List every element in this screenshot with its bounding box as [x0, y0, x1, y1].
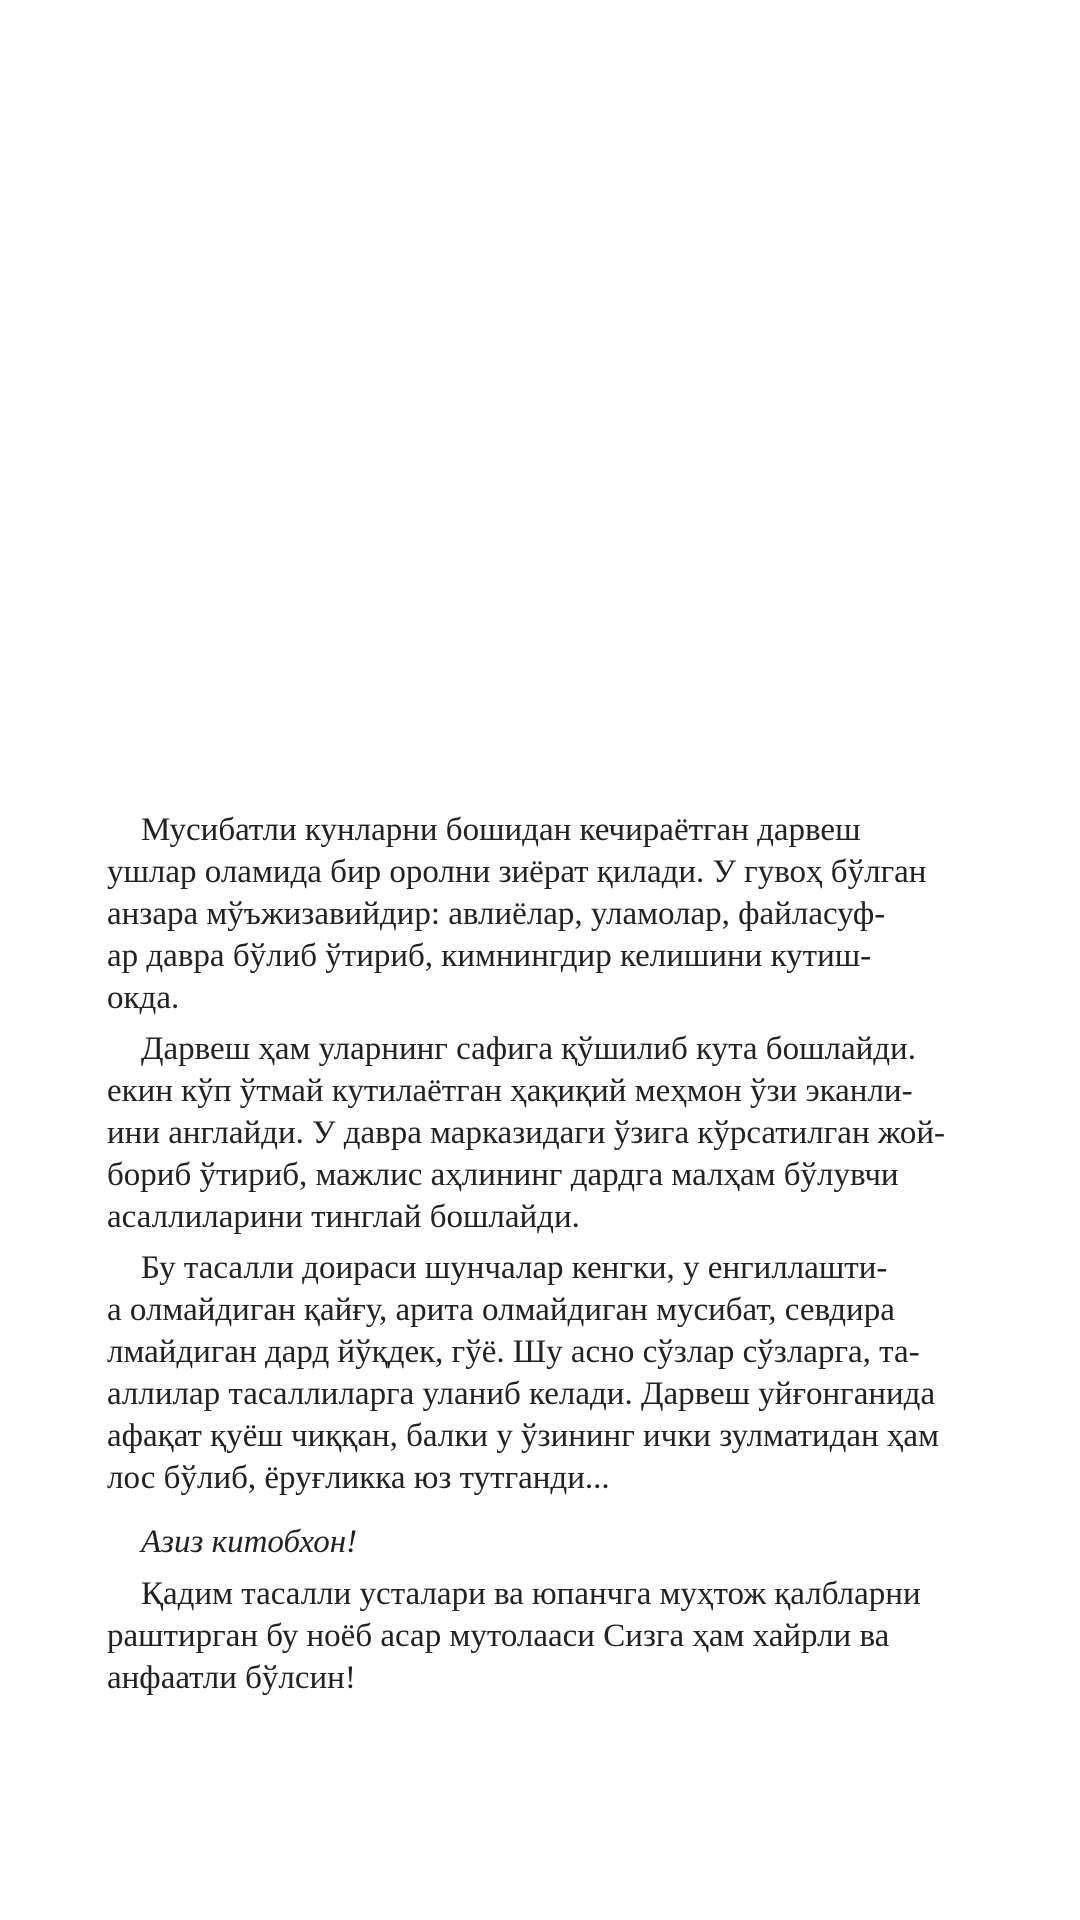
text-line: Қадим тасалли усталари ва юпанчга муҳтож қалбларни — [141, 1576, 921, 1612]
text-line: анфаатли бўлсин! — [107, 1660, 356, 1696]
text-line: Мусибатли кунларни бошидан кечираётган дарвеш — [141, 812, 861, 848]
text-line: бориб ўтириб, мажлис аҳлининг дардга малҳам бўлувчи — [107, 1157, 899, 1193]
text-line: аллилар тасаллиларга уланиб келади. Дарвеш уйғонганида — [107, 1376, 936, 1412]
salutation: Азиз китобхон! — [141, 1524, 358, 1560]
text-line: Бу тасалли доираси шунчалар кенгки, у енгиллашти- — [141, 1250, 888, 1286]
text-line: афақат қуёш чиққан, балки у ўзининг ички зулматидан ҳам — [107, 1418, 939, 1454]
text-line: екин кўп ўтмай кутилаётган ҳақиқий меҳмон ўзи эканли- — [107, 1073, 913, 1109]
text-line: лос бўлиб, ёруғликка юз тутганди... — [107, 1460, 610, 1496]
text-line: окда. — [107, 980, 180, 1016]
text-line: ушлар оламида бир оролни зиёрат қилади. У гувоҳ бўлган — [107, 854, 927, 890]
text-line: лмайдиган дард йўқдек, гўё. Шу асно сўзлар сўзларга, та- — [107, 1334, 920, 1370]
text-line: ини англайди. У давра марказидаги ўзига кўрсатилган жой- — [107, 1115, 945, 1151]
text-line: раштирган бу ноёб асар мутолааси Сизга ҳам хайрли ва — [107, 1618, 890, 1654]
text-line: а олмайдиган қайғу, арита олмайдиган мусибат, севдира — [107, 1292, 895, 1328]
text-line: ар давра бўлиб ўтириб, кимнингдир келишини кутиш- — [107, 938, 872, 974]
text-line: Дарвеш ҳам уларнинг сафига қўшилиб кута бошлайди. — [141, 1031, 916, 1067]
text-line: анзара мўъжизавийдир: авлиёлар, уламолар, файласуф- — [107, 896, 886, 932]
text-line: асаллиларини тинглай бошлайди. — [107, 1199, 580, 1235]
